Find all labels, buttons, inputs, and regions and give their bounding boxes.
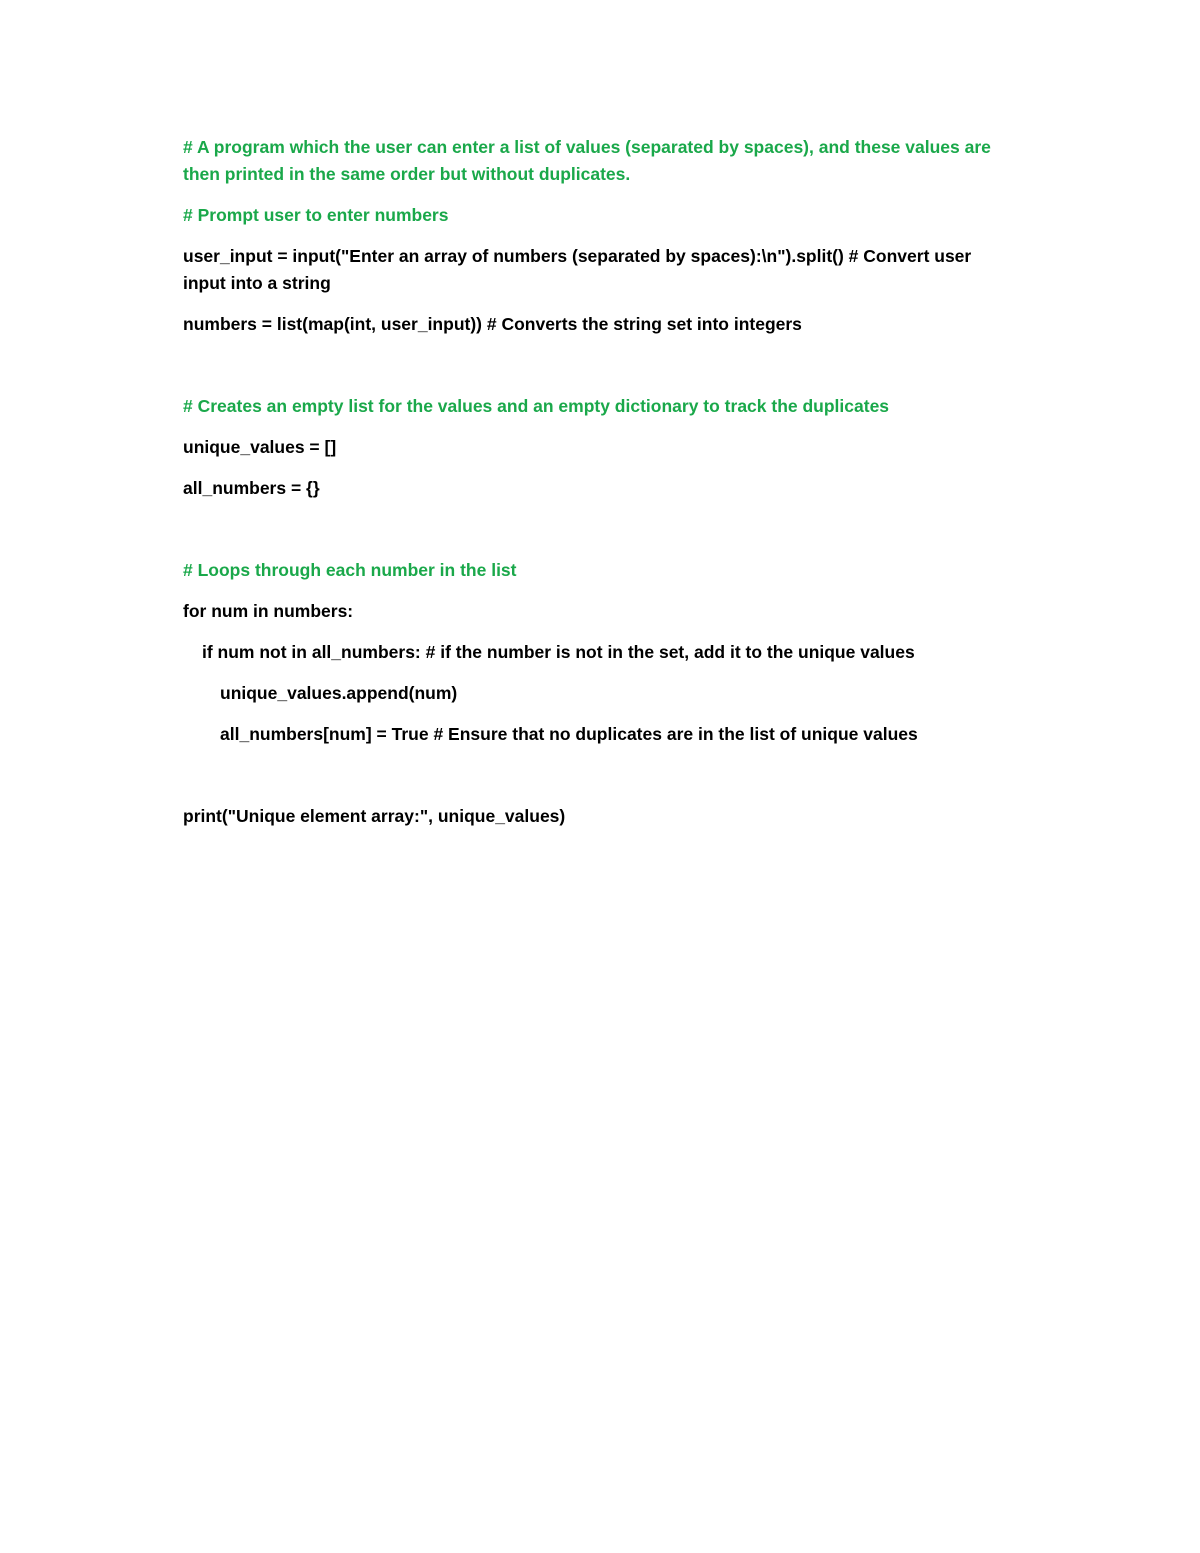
code-document-body — [183, 134, 1013, 830]
loops-comment: # Loops through each number in the list — [183, 560, 517, 580]
intro-comment: # A program which the user can enter a list of values (separated by spaces), and these values are then printed in the same order but without duplicates. — [183, 137, 996, 184]
for-line: for num in numbers: — [183, 601, 354, 621]
prompt-comment: # Prompt user to enter numbers — [183, 205, 449, 225]
all-numbers-line: all_numbers = {} — [183, 478, 320, 498]
print-line: print("Unique element array:", unique_values) — [183, 806, 566, 826]
unique-values-line: unique_values = [] — [183, 437, 337, 457]
creates-comment: # Creates an empty list for the values and an empty dictionary to track the duplicates — [183, 396, 890, 416]
assign-line: all_numbers[num] = True # Ensure that no duplicates are in the list of unique values — [220, 724, 918, 744]
numbers-line: numbers = list(map(int, user_input)) # Converts the string set into integers — [183, 314, 802, 334]
user-input-line: user_input = input("Enter an array of numbers (separated by spaces):\n").split() # Convert user input into a string — [183, 246, 977, 293]
append-line: unique_values.append(num) — [220, 683, 458, 703]
if-line: if num not in all_numbers: # if the number is not in the set, add it to the unique values — [202, 642, 915, 662]
